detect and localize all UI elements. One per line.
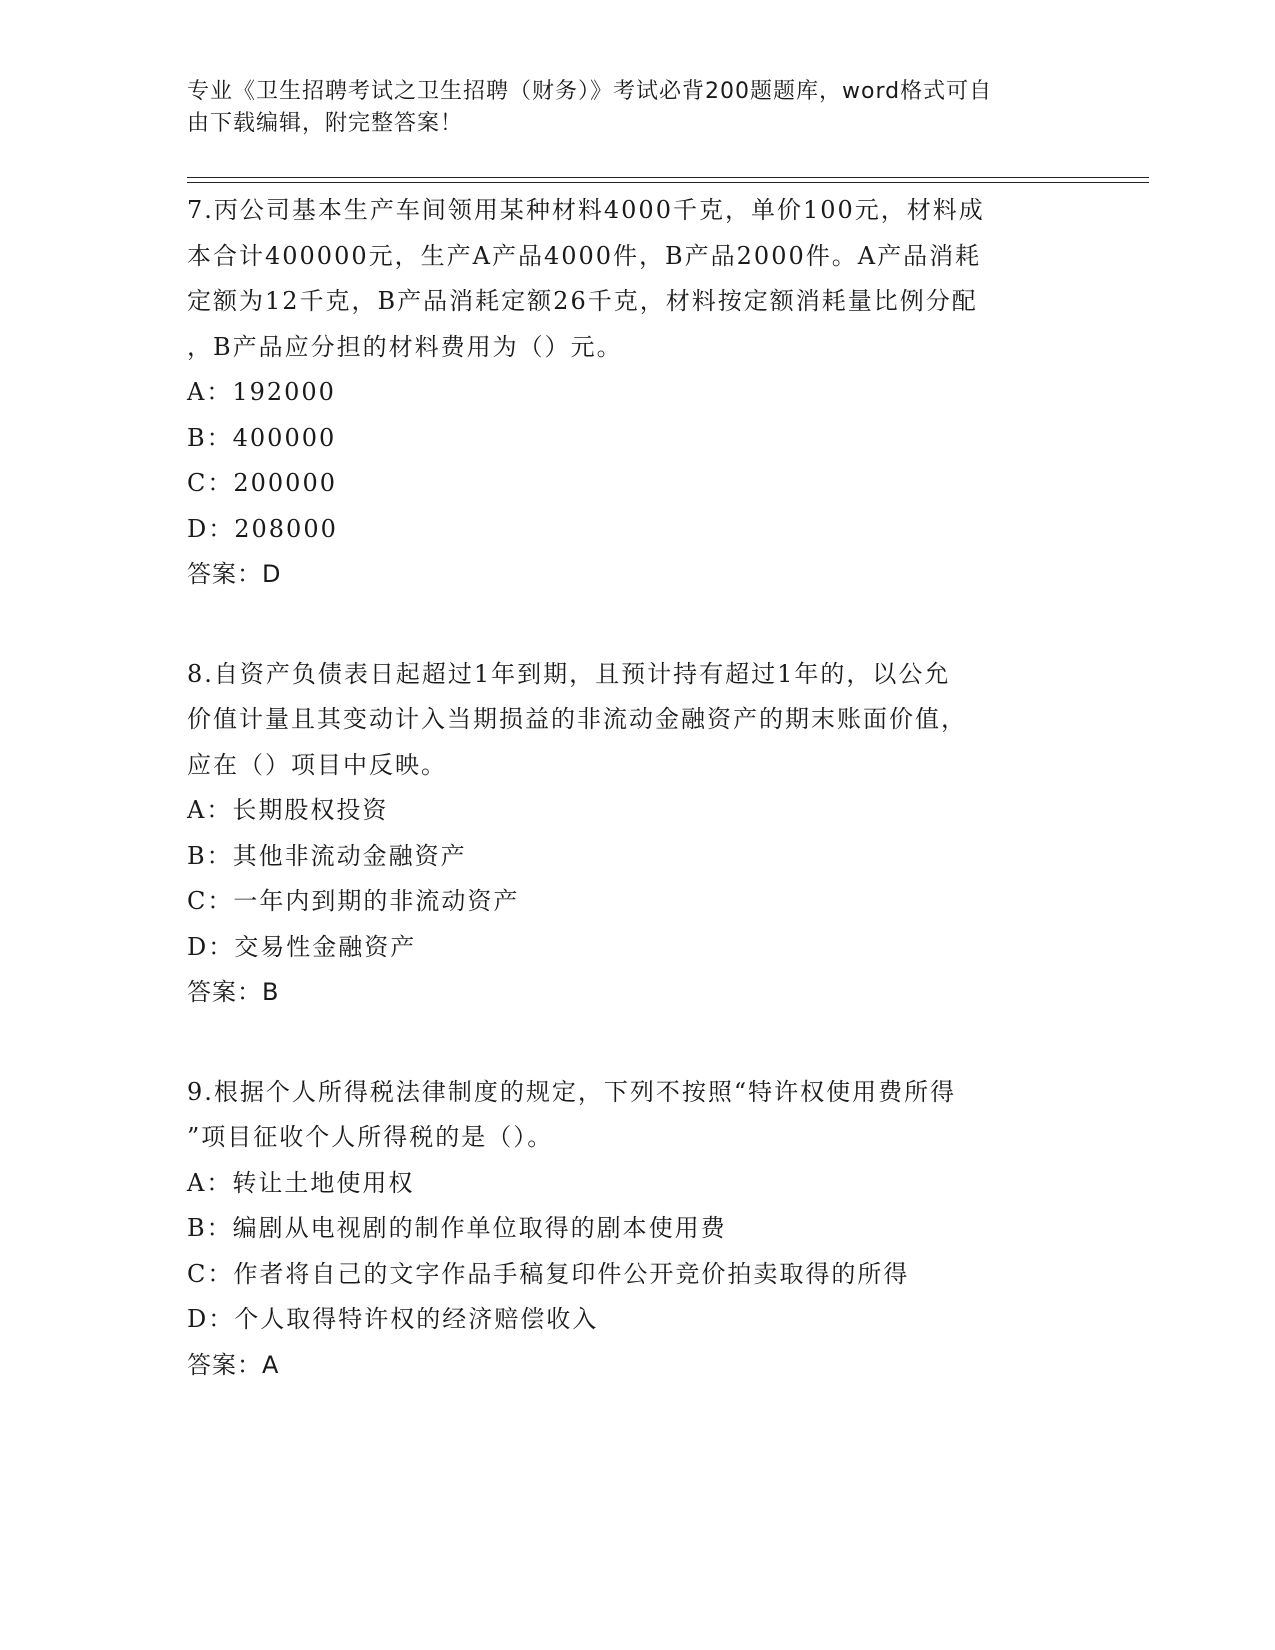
question-line: 价值计量且其变动计入当期损益的非流动金融资产的期末账面价值， (187, 705, 967, 733)
option-a: A：192000 (187, 378, 336, 406)
question-8 (187, 652, 1087, 1016)
question-7 (187, 188, 1087, 598)
option-c: C：一年内到期的非流动资产 (187, 887, 520, 915)
question-line: 定额为12千克，B产品消耗定额26千克，材料按定额消耗量比例分配 (187, 287, 978, 315)
question-line: ，B产品应分担的材料费用为（）元。 (187, 332, 623, 361)
header-line-1: 专业《卫生招聘考试之卫生招聘（财务）》考试必背200题题库，word格式可自 (187, 79, 993, 104)
question-line: 8.自资产负债表日起超过1年到期，且预计持有超过1年的，以公允 (187, 659, 951, 688)
option-c: C：作者将自己的文字作品手稿复印件公开竞价拍卖取得的所得 (187, 1259, 910, 1288)
option-a: A：长期股权投资 (187, 796, 389, 824)
answer: 答案：B (187, 978, 280, 1006)
option-a: A：转让土地使用权 (187, 1168, 415, 1197)
option-b: B：400000 (187, 423, 337, 452)
answer: 答案：D (187, 560, 282, 588)
header-rule-bottom (187, 182, 1149, 183)
header-rule-top (187, 177, 1149, 178)
question-line: ”项目征收个人所得税的是（）。 (187, 1123, 554, 1151)
option-d: D：个人取得特许权的经济赔偿收入 (187, 1305, 599, 1333)
question-line: 本合计400000元，生产A产品4000件，B产品2000件。A产品消耗 (187, 241, 982, 270)
option-d: D：交易性金融资产 (187, 932, 417, 961)
answer: 答案：A (187, 1350, 280, 1379)
document-header (187, 76, 1087, 140)
option-b: B：其他非流动金融资产 (187, 841, 467, 870)
question-line: 9.根据个人所得税法律制度的规定，下列不按照“特许权使用费所得 (187, 1077, 957, 1106)
question-9 (187, 1070, 1087, 1389)
question-stem (187, 652, 1087, 789)
option-d: D：208000 (187, 514, 338, 543)
question-stem (187, 1070, 1087, 1161)
question-list (187, 188, 1087, 1442)
question-line: 7.丙公司基本生产车间领用某种材料4000千克，单价100元，材料成 (187, 196, 985, 224)
header-line-2: 由下载编辑，附完整答案！ (187, 111, 464, 136)
option-b: B：编剧从电视剧的制作单位取得的剧本使用费 (187, 1214, 727, 1242)
option-c: C：200000 (187, 469, 337, 497)
question-stem (187, 188, 1087, 370)
question-line: 应在（）项目中反映。 (187, 750, 447, 779)
